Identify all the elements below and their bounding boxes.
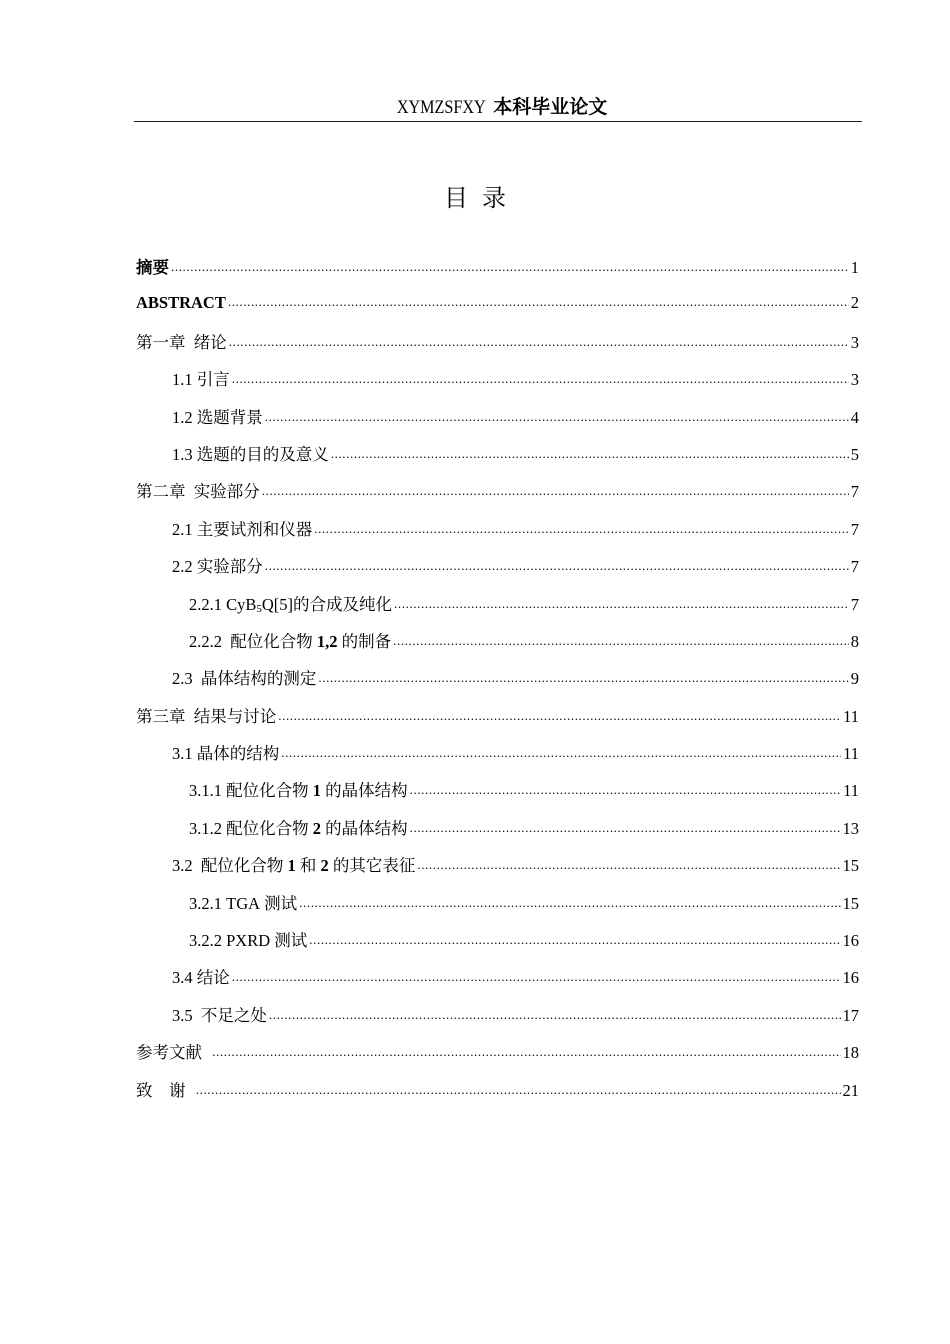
toc-entry-label — [189, 628, 391, 652]
toc-label-part: 1 — [312, 781, 321, 801]
toc-page-number: 3 — [850, 332, 859, 352]
dot-leader — [299, 892, 840, 909]
toc-page-number: 7 — [850, 519, 859, 539]
toc-page-number: 15 — [842, 893, 859, 913]
toc-entry-label — [189, 815, 408, 839]
toc-entry[interactable] — [136, 1002, 859, 1039]
toc-entry[interactable] — [136, 815, 859, 852]
dot-leader — [410, 817, 841, 834]
dot-leader — [232, 369, 849, 386]
toc-entry[interactable] — [136, 740, 859, 777]
toc-entry[interactable] — [136, 852, 859, 889]
toc-entry-label — [172, 404, 263, 428]
toc-label-part: ABSTRACT — [136, 292, 226, 312]
toc-page-number: 5 — [850, 444, 859, 464]
toc-entry-label — [172, 441, 329, 465]
header-rule — [134, 121, 862, 122]
toc-label-part: 3.1 晶体的结构 — [172, 744, 280, 764]
dot-leader — [228, 291, 849, 308]
dot-leader — [269, 1004, 841, 1021]
toc-label-part: 1.2 选题背景 — [172, 407, 263, 427]
toc-entry-label — [136, 329, 227, 353]
toc-label-part: 1.1 引言 — [172, 370, 230, 390]
toc-entry-label — [136, 703, 276, 727]
dot-leader — [393, 630, 849, 647]
toc-page-number: 7 — [850, 594, 859, 614]
toc-label-part: 1.3 选题的目的及意义 — [172, 444, 329, 464]
toc-label-part: 的制备 — [337, 631, 392, 651]
toc-label-part: 3.1.2 配位化合物 — [189, 818, 313, 838]
toc-entry-label — [172, 964, 230, 988]
toc-page-number: 7 — [850, 482, 859, 502]
toc-entry-label — [136, 293, 226, 313]
toc-page-number: 13 — [842, 818, 859, 838]
toc-label-part: 摘要 — [136, 258, 169, 277]
dot-leader — [331, 443, 849, 460]
header-latin: XYMZSFXY — [396, 97, 486, 118]
toc-entry[interactable] — [136, 927, 859, 964]
toc-entry-label — [172, 852, 415, 876]
toc-label-part: 2 — [312, 818, 321, 838]
toc-entry[interactable] — [136, 329, 859, 366]
dot-leader — [171, 257, 849, 274]
toc-entry-label — [172, 665, 316, 689]
toc-page-number: 2 — [850, 292, 859, 312]
toc-label-part: 2.1 主要试剂和仪器 — [172, 519, 313, 539]
toc-label-part: 3.5 不足之处 — [172, 1005, 267, 1025]
toc-label-part: 参考文献 — [136, 1043, 211, 1063]
toc-entry-label — [136, 254, 169, 278]
dot-leader — [212, 1042, 840, 1059]
toc-entry-label — [189, 591, 392, 615]
toc-page-number: 18 — [842, 1043, 859, 1063]
dot-leader — [262, 481, 849, 498]
toc-label-part: Q[5]的合成及纯化 — [261, 594, 393, 614]
toc-page-number: 11 — [843, 744, 859, 764]
dot-leader — [417, 855, 840, 872]
toc-page-number: 11 — [843, 706, 859, 726]
toc-page-number: 15 — [842, 856, 859, 876]
toc-label-part: 5 — [256, 602, 262, 615]
toc-label-part: 致 谢 — [136, 1080, 194, 1100]
toc-entry-label — [172, 366, 230, 390]
toc-entry[interactable] — [136, 665, 859, 702]
toc-entry-label — [136, 1039, 210, 1063]
toc-page-number: 1 — [850, 258, 859, 277]
toc-entry[interactable] — [136, 366, 859, 403]
toc-page-number: 3 — [850, 370, 859, 390]
toc-entry[interactable] — [136, 553, 859, 590]
toc-label-part: 第一章 绪论 — [136, 332, 227, 352]
toc-label-part: 2.2 实验部分 — [172, 557, 263, 577]
toc-entry[interactable] — [136, 254, 859, 291]
toc-entry[interactable] — [136, 516, 859, 553]
dot-leader — [394, 593, 849, 610]
toc-page-number: 16 — [842, 931, 859, 951]
toc-label-part: 3.1.1 配位化合物 — [189, 781, 313, 801]
toc-label-part: 第三章 结果与讨论 — [136, 706, 277, 726]
toc-label-part: 1,2 — [316, 631, 338, 651]
toc-label-part: 的晶体结构 — [321, 818, 408, 838]
toc-entry-label — [189, 927, 307, 951]
dot-leader — [281, 743, 841, 760]
dot-leader — [314, 518, 849, 535]
table-of-contents — [136, 254, 859, 1114]
toc-label-part: 2 — [320, 856, 329, 876]
toc-label-part: 和 — [295, 856, 321, 876]
toc-title: 目录 — [444, 184, 520, 212]
toc-page-number: 4 — [850, 407, 859, 427]
toc-entry-label — [172, 516, 312, 540]
toc-page-number: 9 — [850, 669, 859, 689]
toc-label-part: 3.4 结论 — [172, 968, 230, 988]
dot-leader — [265, 556, 849, 573]
toc-entry-label — [172, 1002, 267, 1026]
toc-label-part: 第二章 实验部分 — [136, 482, 260, 502]
toc-entry-label — [172, 553, 263, 577]
toc-entry[interactable] — [136, 890, 859, 927]
toc-label-part: 3.2 配位化合物 — [172, 856, 288, 876]
toc-entry[interactable] — [136, 964, 859, 1001]
toc-page-number: 8 — [850, 631, 859, 651]
toc-entry[interactable] — [136, 1077, 859, 1114]
toc-label-part: 2.2.1 CyB — [189, 594, 257, 614]
dot-leader — [309, 930, 840, 947]
toc-entry[interactable] — [136, 1039, 859, 1076]
toc-page-number: 16 — [842, 968, 859, 988]
page-header — [134, 92, 862, 119]
toc-entry[interactable] — [136, 777, 859, 814]
toc-label-part: 1 — [287, 856, 296, 876]
toc-label-part: 2.3 晶体结构的测定 — [172, 669, 317, 689]
toc-page-number: 17 — [842, 1005, 859, 1025]
toc-label-part: 3.2.2 PXRD 测试 — [189, 931, 308, 951]
toc-entry-label — [136, 478, 260, 502]
toc-entry[interactable] — [136, 441, 859, 478]
toc-entry-label — [189, 890, 297, 914]
toc-entry[interactable] — [136, 591, 859, 628]
toc-entry[interactable] — [136, 404, 859, 441]
toc-entry[interactable] — [136, 478, 859, 515]
toc-label-part: 2.2.2 配位化合物 — [189, 631, 317, 651]
header-cjk: 本科毕业论文 — [493, 96, 608, 118]
toc-label-part: 的晶体结构 — [321, 781, 408, 801]
toc-entry-label — [189, 777, 408, 801]
toc-entry-label — [136, 1077, 194, 1101]
dot-leader — [410, 780, 841, 797]
toc-label-part: 的其它表征 — [328, 856, 416, 876]
dot-leader — [318, 668, 848, 685]
dot-leader — [229, 331, 849, 348]
toc-label-part: 3.2.1 TGA 测试 — [189, 893, 298, 913]
dot-leader — [196, 1079, 841, 1096]
toc-entry-label — [172, 740, 279, 764]
toc-page-number: 21 — [842, 1080, 859, 1100]
toc-page-number: 11 — [843, 781, 859, 801]
toc-entry[interactable] — [136, 703, 859, 740]
toc-page-number: 7 — [850, 557, 859, 577]
dot-leader — [278, 705, 841, 722]
toc-entry[interactable] — [136, 291, 859, 328]
dot-leader — [232, 967, 841, 984]
dot-leader — [265, 406, 849, 423]
toc-entry[interactable] — [136, 628, 859, 665]
